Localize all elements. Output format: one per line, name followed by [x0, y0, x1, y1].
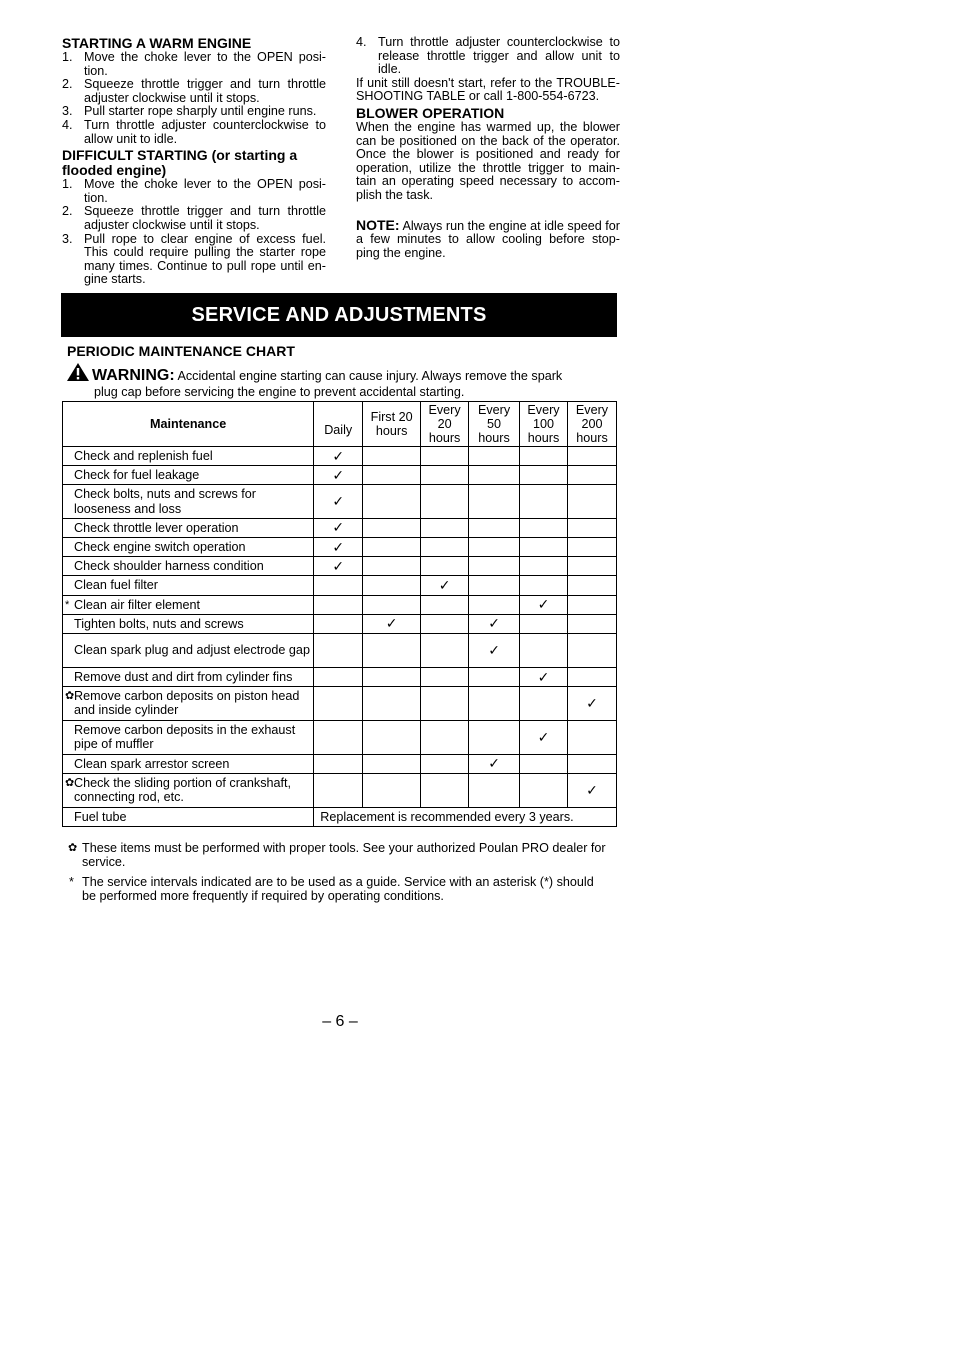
note-label: NOTE:	[356, 216, 400, 233]
header-every-50: Every 50 hours	[469, 402, 520, 447]
task-cell	[63, 754, 314, 773]
interval-cell	[363, 773, 421, 807]
task-cell	[63, 447, 314, 466]
difficult-starting-heading: DIFFICULT STARTING (or starting a flooded engine)	[62, 147, 298, 179]
interval-cell	[568, 634, 617, 668]
footnote-asterisk: * The service intervals indicated are to be used as a guide. Service with an asterisk (*) should be performed more frequently if required by operating conditions.	[69, 875, 594, 903]
interval-cell	[469, 668, 520, 687]
footnotes	[66, 841, 606, 909]
task-cell: Fuel tube	[63, 807, 314, 826]
interval-cell	[363, 576, 421, 595]
table-row	[63, 447, 617, 466]
interval-cell	[520, 466, 568, 485]
interval-cell	[520, 720, 568, 754]
interval-cell	[469, 518, 520, 537]
interval-cell	[363, 720, 421, 754]
warm-step: 3. Pull starter rope sharply until engine runs.	[62, 104, 317, 119]
table-row	[63, 807, 617, 826]
check-mark-icon: ✓	[332, 493, 345, 509]
check-mark-icon: ✓	[537, 596, 550, 613]
task-label: Check shoulder harness condition	[74, 559, 264, 574]
interval-cell	[568, 614, 617, 633]
interval-cell	[568, 668, 617, 687]
interval-cell	[314, 485, 363, 518]
interval-cell	[363, 485, 421, 518]
task-cell	[63, 557, 314, 576]
task-label: Clean fuel filter	[74, 578, 158, 593]
warm-engine-steps	[62, 51, 326, 146]
interval-cell	[520, 538, 568, 557]
interval-cell	[363, 754, 421, 773]
table-row	[63, 773, 617, 807]
task-label: Remove carbon deposits on piston head and inside cylinder	[74, 689, 300, 718]
task-cell	[63, 595, 314, 614]
check-mark-icon: ✓	[332, 538, 345, 555]
warning-triangle-icon	[66, 362, 90, 385]
interval-cell	[469, 447, 520, 466]
table-row	[63, 595, 617, 614]
table-row	[63, 485, 617, 518]
flower-mark-icon: ✿	[65, 690, 75, 703]
interval-cell	[421, 518, 469, 537]
interval-cell	[314, 538, 363, 557]
task-cell	[63, 634, 314, 668]
task-label: Clean spark arrestor screen	[74, 756, 230, 771]
interval-cell	[314, 687, 363, 720]
task-cell	[63, 485, 314, 518]
interval-cell	[363, 634, 421, 668]
warning-text-line2: plug cap before servicing the engine to prevent accidental starting.	[94, 385, 465, 399]
interval-cell	[469, 576, 520, 595]
check-mark-icon: ✓	[488, 755, 500, 772]
blower-operation-text: When the engine has warmed up, the blower can be positioned on the back of the operator. Once the blower is positioned and ready for operation, utilize the throttle trigger to main- tain an operating speed necessary to accom- plish the task.	[356, 119, 620, 202]
check-mark-icon: ✓	[332, 447, 345, 464]
task-cell	[63, 614, 314, 633]
interval-cell	[568, 773, 617, 807]
check-mark-icon: ✓	[488, 641, 500, 658]
asterisk-mark: *	[65, 598, 70, 611]
warm-engine-heading: STARTING A WARM ENGINE	[62, 35, 252, 51]
header-first-20: First 20 hours	[363, 402, 421, 447]
table-header-row	[63, 402, 617, 447]
interval-cell	[314, 614, 363, 633]
interval-cell	[469, 466, 520, 485]
interval-cell	[421, 538, 469, 557]
check-mark-icon: ✓	[438, 576, 451, 593]
check-mark-icon: ✓	[385, 615, 398, 632]
table-row	[63, 518, 617, 537]
table-row	[63, 557, 617, 576]
task-cell	[63, 773, 314, 807]
interval-cell	[520, 754, 568, 773]
interval-cell	[421, 576, 469, 595]
interval-cell	[568, 485, 617, 518]
flower-mark-icon: ✿	[65, 776, 75, 789]
chart-title: PERIODIC MAINTENANCE CHART	[67, 343, 295, 359]
task-label: Check and replenish fuel	[74, 449, 213, 463]
note-text: Always run the engine at idle speed for a few minutes to allow cooling before stop- ping the engine.	[356, 218, 620, 260]
fuel-tube-note: Replacement is recommended every 3 years.	[314, 807, 617, 826]
interval-cell	[363, 687, 421, 720]
interval-cell	[314, 447, 363, 466]
task-label: Clean spark plug and adjust electrode gap	[74, 643, 310, 658]
difficult-step: 4. Turn throttle adjuster counterclockwise to release throttle trigger and allow unit to idle.	[356, 35, 620, 77]
table-row	[63, 634, 617, 668]
table-body	[63, 447, 617, 808]
table-row	[63, 668, 617, 687]
interval-cell	[363, 614, 421, 633]
page-number: – 6 –	[322, 1013, 358, 1030]
footnote-tools: ✿ These items must be performed with proper tools. See your authorized Poulan PRO dealer for service.	[68, 841, 606, 869]
interval-cell	[363, 466, 421, 485]
difficult-step: 1. Move the choke lever to the OPEN posi- tion.	[62, 177, 326, 205]
task-cell	[63, 538, 314, 557]
task-cell	[63, 466, 314, 485]
interval-cell	[469, 595, 520, 614]
interval-cell	[469, 773, 520, 807]
interval-cell	[469, 754, 520, 773]
task-label: Remove carbon deposits in the exhaust pipe of muffler	[74, 722, 296, 752]
interval-cell	[314, 466, 363, 485]
difficult-step: 3. Pull rope to clear engine of excess fuel. This could require pulling the starter rope many times. Continue to pull rope until en- gine starts.	[62, 231, 326, 287]
task-cell	[63, 576, 314, 595]
interval-cell	[520, 485, 568, 518]
header-daily: Daily	[314, 402, 363, 447]
interval-cell	[314, 773, 363, 807]
header-maintenance: Maintenance	[63, 402, 314, 447]
warm-step: 4. Turn throttle adjuster counterclockwise to allow unit to idle.	[62, 117, 326, 146]
interval-cell	[421, 754, 469, 773]
check-mark-icon: ✓	[332, 557, 345, 574]
interval-cell	[469, 720, 520, 754]
interval-cell	[520, 557, 568, 576]
task-label: Check bolts, nuts and screws for looseness and loss	[74, 487, 256, 516]
check-mark-icon: ✓	[537, 668, 550, 685]
interval-cell	[314, 668, 363, 687]
interval-cell	[469, 485, 520, 518]
check-mark-icon: ✓	[332, 519, 345, 536]
interval-cell	[363, 447, 421, 466]
task-label: Check throttle lever operation	[74, 520, 239, 535]
interval-cell	[568, 687, 617, 720]
flower-symbol-icon: ✿	[68, 842, 78, 854]
maintenance-table	[62, 401, 617, 827]
table-row	[63, 614, 617, 633]
interval-cell	[568, 518, 617, 537]
interval-cell	[469, 614, 520, 633]
warning-label: WARNING:	[92, 367, 175, 384]
interval-cell	[314, 576, 363, 595]
section-banner: SERVICE AND ADJUSTMENTS	[61, 293, 617, 337]
interval-cell	[469, 687, 520, 720]
task-label: Tighten bolts, nuts and screws	[74, 616, 244, 631]
blower-operation-heading: BLOWER OPERATION	[356, 104, 505, 121]
interval-cell	[568, 720, 617, 754]
interval-cell	[520, 668, 568, 687]
header-every-100: Every 100 hours	[520, 402, 568, 447]
interval-cell	[314, 634, 363, 668]
interval-cell	[520, 634, 568, 668]
warm-step: 2. Squeeze throttle trigger and turn throttle adjuster clockwise until it stops.	[62, 77, 326, 105]
task-label: Remove dust and dirt from cylinder fins	[74, 670, 293, 685]
interval-cell	[469, 538, 520, 557]
interval-cell	[314, 557, 363, 576]
table-row	[63, 754, 617, 773]
troubleshooting-text: If unit still doesn't start, refer to the TROUBLE- SHOOTING TABLE or call 1-800-554-6723.	[356, 75, 620, 104]
interval-cell	[421, 687, 469, 720]
interval-cell	[363, 557, 421, 576]
task-label: Check for fuel leakage	[74, 468, 200, 483]
interval-cell	[314, 720, 363, 754]
check-mark-icon: ✓	[332, 466, 345, 483]
table-row	[63, 720, 617, 754]
interval-cell	[363, 518, 421, 537]
table-row	[63, 538, 617, 557]
interval-cell	[568, 447, 617, 466]
task-cell	[63, 668, 314, 687]
table-row	[63, 466, 617, 485]
check-mark-icon: ✓	[488, 615, 500, 632]
difficult-starting-steps-cont	[356, 36, 620, 77]
interval-cell	[421, 595, 469, 614]
asterisk-symbol: *	[69, 875, 74, 889]
interval-cell	[421, 773, 469, 807]
interval-cell	[363, 595, 421, 614]
header-every-20: Every 20 hours	[421, 402, 469, 447]
interval-cell	[314, 754, 363, 773]
interval-cell	[520, 595, 568, 614]
interval-cell	[363, 538, 421, 557]
interval-cell	[520, 447, 568, 466]
interval-cell	[568, 538, 617, 557]
interval-cell	[363, 668, 421, 687]
interval-cell	[520, 518, 568, 537]
header-every-200: Every 200 hours	[568, 402, 617, 447]
warning-notice	[66, 362, 606, 399]
task-label: Check engine switch operation	[74, 540, 246, 555]
task-cell	[63, 687, 314, 720]
interval-cell	[520, 576, 568, 595]
task-cell	[63, 518, 314, 537]
interval-cell	[421, 668, 469, 687]
interval-cell	[421, 557, 469, 576]
interval-cell	[568, 595, 617, 614]
interval-cell	[469, 634, 520, 668]
difficult-starting-steps	[62, 178, 326, 287]
interval-cell	[421, 614, 469, 633]
task-label: Check the sliding portion of crankshaft, connecting rod, etc.	[74, 776, 292, 805]
right-column	[356, 36, 620, 260]
difficult-step: 2. Squeeze throttle trigger and turn throttle adjuster clockwise until it stops.	[62, 204, 326, 232]
interval-cell	[421, 720, 469, 754]
interval-cell	[568, 466, 617, 485]
table-row	[63, 687, 617, 720]
interval-cell	[520, 614, 568, 633]
check-mark-icon: ✓	[586, 781, 598, 798]
interval-cell	[568, 557, 617, 576]
interval-cell	[469, 557, 520, 576]
task-label: Clean air filter element	[74, 597, 200, 612]
interval-cell	[520, 773, 568, 807]
interval-cell	[421, 447, 469, 466]
warning-text-line1: Accidental engine starting can cause injury. Always remove the spark	[174, 369, 563, 383]
interval-cell	[421, 466, 469, 485]
interval-cell	[314, 595, 363, 614]
table-row	[63, 576, 617, 595]
check-mark-icon: ✓	[586, 694, 598, 711]
interval-cell	[568, 754, 617, 773]
interval-cell	[568, 576, 617, 595]
left-column	[62, 36, 326, 287]
warm-step: 1. Move the choke lever to the OPEN posi- tion.	[62, 50, 326, 78]
interval-cell	[421, 634, 469, 668]
interval-cell	[314, 518, 363, 537]
interval-cell	[421, 485, 469, 518]
interval-cell	[520, 687, 568, 720]
task-cell	[63, 720, 314, 754]
check-mark-icon: ✓	[537, 728, 550, 745]
note-paragraph	[356, 216, 620, 261]
